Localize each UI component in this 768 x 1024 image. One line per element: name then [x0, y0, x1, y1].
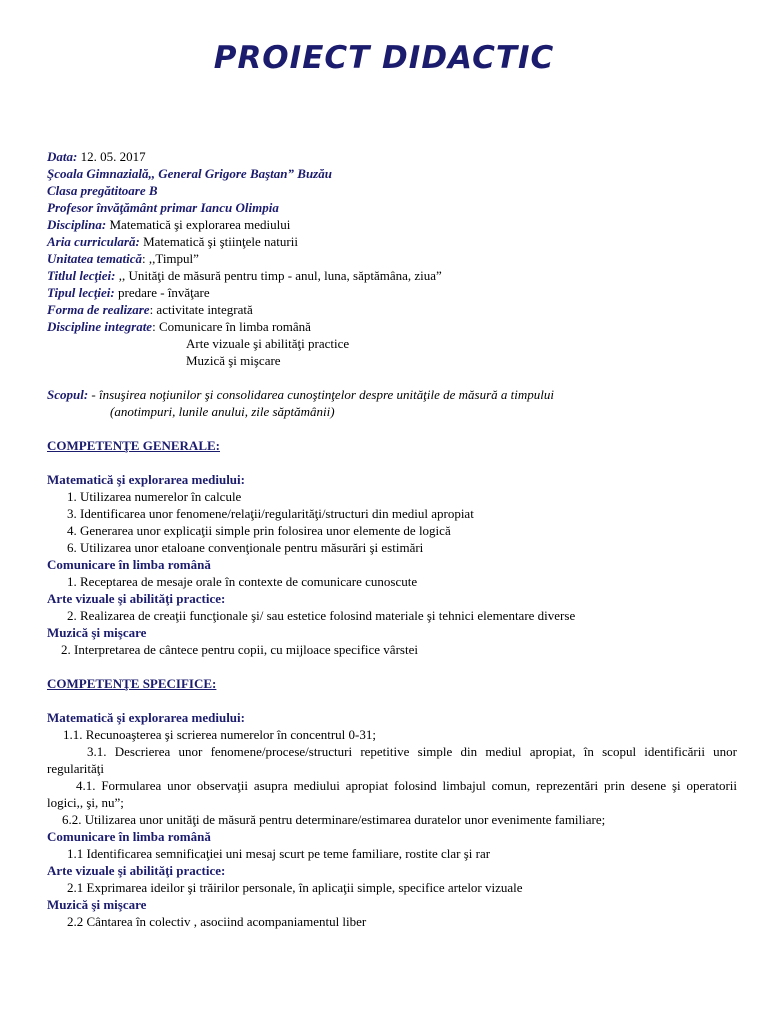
cg-item: 6. Utilizarea unor etaloane convenţionale pentru măsurări şi estimări: [67, 540, 424, 555]
cg-item: 2. Interpretarea de cântece pentru copii, cu mijloace specifice vârstei: [61, 642, 418, 657]
cs-group-title: Comunicare în limba română: [47, 829, 211, 844]
school-name: Şcoala Gimnazială,, General Grigore Baştan” Buzău: [47, 166, 332, 181]
competente-generale-heading: COMPETENŢE GENERALE:: [47, 438, 220, 453]
unitatea-label: Unitatea tematică: [47, 251, 142, 266]
data-label: Data:: [47, 149, 78, 164]
cs-item: 6.2. Utilizarea unor unităţi de măsură pentru determinare/estimarea duratelor unor evenimente familiare;: [62, 812, 606, 827]
class-name: Clasa pregătitoare B: [47, 183, 158, 198]
cs-item: 3.1. Descrierea unor fenomene/procese/structuri repetitive simple din mediul apropiat, în scopul identificării unor regularităţi: [47, 744, 737, 776]
titlul-label: Titlul lecţiei:: [47, 268, 116, 283]
cs-item: 4.1. Formularea unor observaţii asupra mediului apropiat folosind limbajul comun, reprezentări prin desene şi operatorii logici,, şi, nu”;: [47, 778, 737, 810]
discipline-value: : Comunicare în limba română: [152, 319, 311, 334]
discipline-value: Muzică şi mişcare: [186, 353, 281, 368]
cg-group-title: Comunicare în limba română: [47, 557, 211, 572]
disciplina-label: Disciplina:: [47, 217, 107, 232]
cg-group-title: Muzică şi mişcare: [47, 625, 147, 640]
cg-item: 1. Receptarea de mesaje orale în contexte de comunicare cunoscute: [67, 574, 418, 589]
cg-item: 2. Realizarea de creaţii funcţionale şi/ sau estetice folosind materiale şi tehnici elementare diverse: [67, 608, 576, 623]
unitatea-value: : ,,Timpul”: [141, 251, 199, 266]
titlul-value: ,, Unităţi de măsură pentru timp - anul, luna, săptămâna, ziua”: [115, 268, 442, 283]
forma-label: Forma de realizare: [47, 302, 150, 317]
aria-label: Aria curriculară:: [47, 234, 140, 249]
tipul-value: predare - învăţare: [114, 285, 210, 300]
competente-specifice-heading: COMPETENŢE SPECIFICE:: [47, 676, 217, 691]
cg-item: 1. Utilizarea numerelor în calcule: [67, 489, 242, 504]
data-value: 12. 05. 2017: [77, 149, 146, 164]
scopul-label: Scopul:: [47, 387, 89, 402]
cs-group-title: Muzică şi mişcare: [47, 897, 147, 912]
document-body: [47, 148, 737, 930]
cs-item: 2.2 Cântarea în colectiv , asociind acompaniamentul liber: [67, 914, 367, 929]
cg-group-title: Matematică şi explorarea mediului:: [47, 472, 245, 487]
document-title: PROIECT DIDACTIC: [213, 40, 555, 76]
disciplina-value: Matematică şi explorarea mediului: [106, 217, 291, 232]
discipline-value: Arte vizuale şi abilităţi practice: [186, 336, 350, 351]
cg-group-title: Arte vizuale şi abilităţi practice:: [47, 591, 226, 606]
scopul-text-continued: (anotimpuri, lunile anului, zile săptămânii): [110, 404, 335, 419]
forma-value: : activitate integrată: [149, 302, 253, 317]
cs-item: 2.1 Exprimarea ideilor şi trăirilor personale, în aplicaţii simple, specifice artelor vizuale: [67, 880, 523, 895]
cs-item: 1.1. Recunoaşterea şi scrierea numerelor în concentrul 0-31;: [63, 727, 376, 742]
teacher-name: Profesor învăţământ primar Iancu Olimpia: [47, 200, 279, 215]
discipline-label: Discipline integrate: [47, 319, 153, 334]
tipul-label: Tipul lecţiei:: [47, 285, 115, 300]
cs-group-title: Matematică şi explorarea mediului:: [47, 710, 245, 725]
cg-item: 4. Generarea unor explicaţii simple prin folosirea unor elemente de logică: [67, 523, 451, 538]
scopul-text: - însuşirea noţiunilor şi consolidarea cunoştinţelor despre unităţile de măsură a timpului: [88, 387, 554, 402]
cs-group-title: Arte vizuale şi abilităţi practice:: [47, 863, 226, 878]
cs-item: 1.1 Identificarea semnificaţiei uni mesaj scurt pe teme familiare, rostite clar şi rar: [67, 846, 491, 861]
aria-value: Matematică şi ştiinţele naturii: [139, 234, 298, 249]
cg-item: 3. Identificarea unor fenomene/relaţii/regularităţi/structuri din mediul apropiat: [67, 506, 474, 521]
